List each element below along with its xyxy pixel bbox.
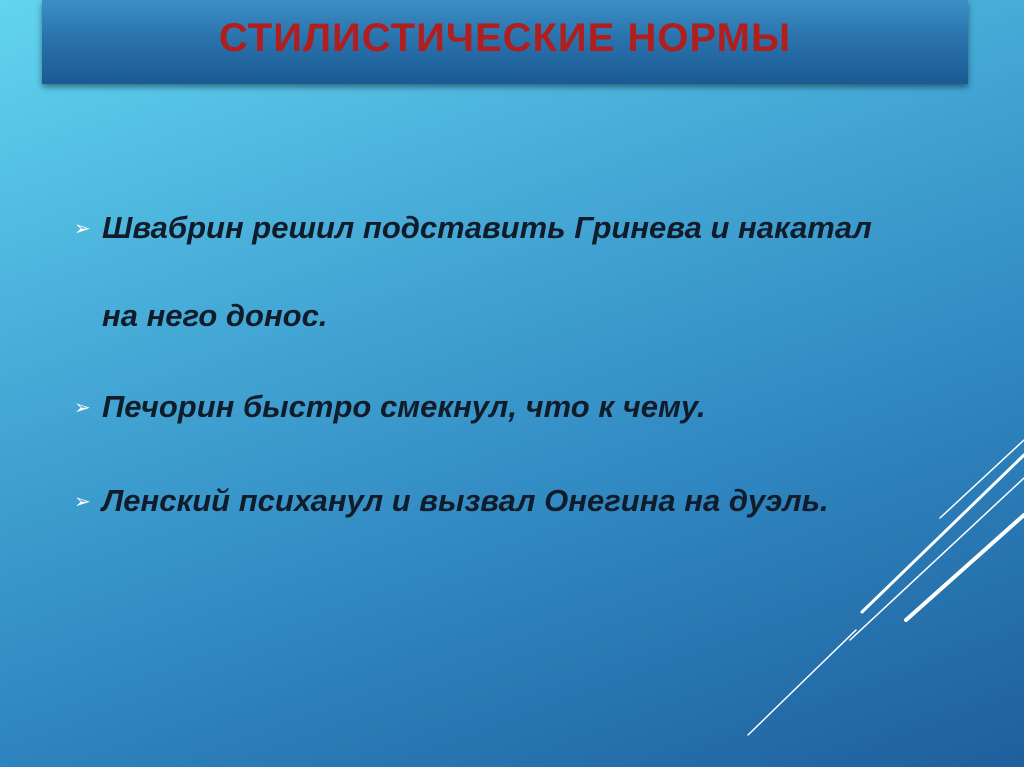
deco-line: [748, 630, 856, 735]
bullet-text-line: Ленский психанул и вызвал Онегина на дуэль.: [102, 483, 829, 518]
arrow-bullet-icon: ➢: [74, 397, 91, 419]
deco-line: [850, 478, 1024, 640]
deco-line: [906, 515, 1024, 620]
deco-line: [940, 440, 1024, 518]
bullet-text-line: Швабрин решил подставить Гринева и накатал: [102, 210, 872, 245]
bullet-text-line: Печорин быстро смекнул, что к чему.: [102, 389, 706, 424]
arrow-bullet-icon: ➢: [74, 491, 91, 513]
arrow-bullet-icon: ➢: [74, 218, 91, 240]
bullet-text-line: на него донос.: [102, 298, 328, 333]
slide-title: СТИЛИСТИЧЕСКИЕ НОРМЫ: [218, 16, 792, 60]
